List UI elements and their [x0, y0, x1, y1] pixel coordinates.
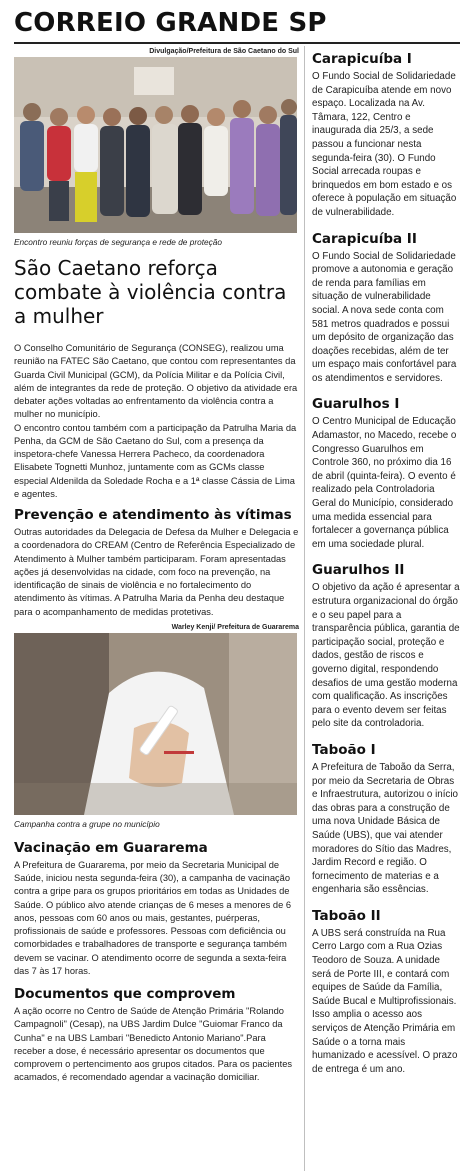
- brief-text: A UBS será construída na Rua Cerro Largo com a Rua Ozias Teodoro de Souza. A unidade será de Porte III, e contará com equipes de Saúde da Família, Saúde Bucal e Multiprofissionais. Isso amplia o acesso aos serviços de Atenção Primária em Saúde o a torna mais humanizado e acessível. O prazo de entrega é um ano.: [312, 927, 458, 1075]
- brief-text: O Fundo Social de Solidariedade promove a autonomia e geração de renda para famílias em situação de vulnerabilidade social. A nova sede conta com 581 metros quadrados e possui um depósito de organização das doações recebidas, além de ter um espaço mais confortável para os atendimentos e servidores.: [312, 250, 457, 384]
- photo-caption: Encontro reuniu forças de segurança e rede de proteção: [14, 237, 223, 247]
- group-photo: [14, 57, 297, 233]
- left-column: [14, 46, 299, 1085]
- brief-text: A Prefeitura de Taboão da Serra, por meio da Secretaria de Obras e Infraestrutura, autorizou o início das obras para a construção de uma nova Unidade Básica de Saúde (UBS), que vai atender moradores do Sítio das Madres, Jardim Record e região. O fornecimento de materias e a engenharia são essências.: [312, 761, 458, 896]
- brief-text: O Fundo Social de Solidariedade de Carapicuíba atende em novo espaço. Localizada na Av. Tâmara, 122, Centro e inaugurada dia 25/3, a sede passou a funcionar nesta segunda-feira (30). O Fundo Social arrecada roupas e brinquedos em bom estado e os oferece à população em situação de vulnerabilidade.: [312, 71, 457, 218]
- news-brief: [312, 50, 460, 220]
- news-brief: [312, 741, 460, 897]
- photo-caption: Campanha contra a grupe no município: [14, 818, 160, 829]
- brief-title: Taboão I: [312, 741, 376, 758]
- article-paragraph: A Prefeitura de Guararema, por meio da Secretaria Municipal de Saúde, iniciou nesta segunda-feira (30), a campanha de vacinação contra a gripe para os grupos prioritários em todas as Unidades de Saúde. O público alvo atende crianças de 6 meses a menores de 6 anos, pessoas com 60 anos ou mais, gestantes, puérperas, profissionais de saúde e professores. Pessoas com deficiência ou comorbidades e trabalhadores de transporte e segurança também devem se vacinar. O atendimento ocorre de segunda a sexta-feira das 7 às 17 horas.: [14, 859, 292, 976]
- brief-text: O Centro Municipal de Educação Adamastor, no Macedo, recebe o Congresso Guarulhos em Controle 360, no próximo dia 16 de abril (quinta-feira). O evento é realizado pela Controladoria Geral do Município, considerado uma medida essencial para fortalecer a governança pública em uma sociedade plural.: [312, 416, 457, 550]
- news-brief: [312, 561, 460, 731]
- subheading: Vacinação em Guararema: [14, 839, 208, 856]
- subheading: Documentos que comprovem: [14, 986, 236, 1002]
- news-brief: [312, 230, 460, 386]
- news-brief: [312, 395, 460, 551]
- brief-title: Taboão II: [312, 907, 381, 924]
- vaccine-photo: [14, 633, 297, 815]
- masthead-rule: [14, 42, 460, 44]
- brief-title: Carapicuíba I: [312, 51, 412, 67]
- right-column: [312, 50, 460, 1086]
- brief-title: Guarulhos II: [312, 562, 405, 579]
- masthead: CORREIO GRANDE SP: [14, 8, 327, 38]
- brief-title: Carapicuíba II: [312, 230, 417, 247]
- brief-title: Guarulhos I: [312, 396, 400, 413]
- column-divider: [304, 46, 305, 1171]
- article-paragraph: Outras autoridades da Delegacia de Defesa da Mulher e Delegacia e a coordenadora do CREAM (Centro de Referência Especializado de Atendimento à Mulher também participaram. Foram apresentadas ações já desenvolvidas na cidade, com foco na prevenção, na identificação de sinais de violência e no fortalecimento do atendimento às vítimas. A Patrulha Maria da Penha deu destaque para o acompanhamento de medidas protetivas.: [14, 527, 299, 617]
- brief-text: O objetivo da ação é apresentar a estrutura organizacional do órgão e o seu papel para a transparência pública, garantia de participação social, proteção e dados, gestão de riscos e governo digital, respondendo desafios de uma gestão moderna com qualificação. As inscrições para o evento devem ser feitas pelo site da controladoria.: [312, 582, 460, 730]
- article-paragraph: O Conselho Comunitário de Segurança (CONSEG), realizou uma reunião na FATEC São Caetano, que contou com representantes da Guarda Civil Municipal (GCM), da Polícia Militar e da Polícia Civil, além de integrantes da rede de proteção. O objetivo da atividade era debater ações voltadas ao enfrentamento da violência contra a mulher no município.: [14, 343, 298, 420]
- subheading: Prevenção e atendimento às vítimas: [14, 507, 292, 523]
- article-paragraph: O encontro contou também com a participação da Patrulha Maria da Penha, da GCM de São Caetano do Sul, com a presença da inspetora-chefe Vanessa Herrera Pacheco, da coordenadora Elisabete Tognetti Munhoz, juntamente com as GCMs classe especial Aldenilda da Soledade Rocha e a 1ª classe Cássia de Lima e agentes.: [14, 422, 297, 499]
- news-brief: [312, 907, 460, 1077]
- article-paragraph: A ação ocorre no Centro de Saúde de Atenção Primária "Rolando Campagnoli" (Cesap), na UBS Jardim Dulce "Guiomar Franco da Cunha" e na UBS Lambari "Benedicto Antonio Mariano".Para receber a dose, é necessário apresentar os documentos que comprovem o pertencimento aos grupos citados. Para os pacientes acamados, é recomendado agendar a vacinação domiciliar.: [14, 1006, 293, 1083]
- photo-credit: Divulgação/Prefeitura de São Caetano do Sul: [149, 48, 299, 55]
- headline: São Caetano reforça combate à violência contra a mulher: [14, 256, 287, 328]
- photo-credit: Warley Kenji/ Prefeitura de Guararema: [171, 623, 299, 631]
